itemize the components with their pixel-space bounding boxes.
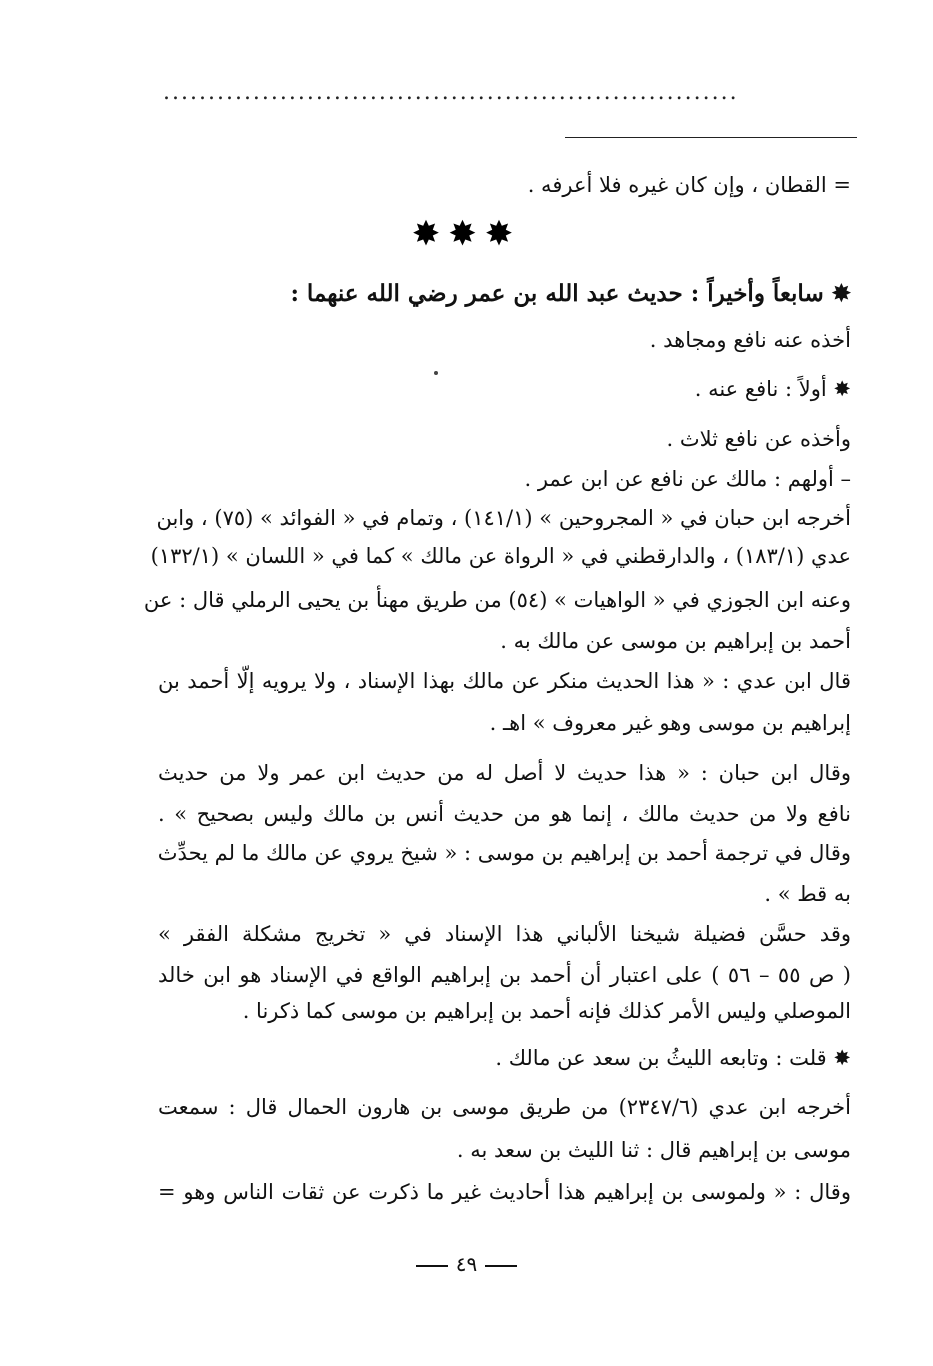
text-line-20: الموصلي وليس الأمر كذلك فإنه أحمد بن إبراهيم بن موسى كما ذكرنا . bbox=[242, 999, 851, 1023]
subheading-nafi: ✸ أولاً : نافع عنه . bbox=[694, 377, 851, 401]
text-line-19: ( ص ٥٥ – ٥٦ ) على اعتبار أن أحمد بن إبراهيم الواقع في الإسناد هو ابن خالد bbox=[158, 963, 851, 987]
text-line-15: نافع ولا من حديث مالك ، إنما هو من حديث أنس بن مالك وليس بصحيح » . bbox=[158, 802, 851, 826]
subheading-layth: ✸ قلت : وتابعه الليثُ بن سعد عن مالك . bbox=[495, 1046, 851, 1070]
text-line-22: أخرجه ابن عدي (٢٣٤٧/٦) من طريق موسى بن هارون الحمال قال : سمعت bbox=[158, 1095, 851, 1119]
text-line-24: وقال : « ولموسى بن إبراهيم هذا أحاديث غير ما ذكرت عن ثقات الناس وهو = bbox=[158, 1180, 851, 1204]
page-number-value: ٤٩ bbox=[455, 1252, 478, 1276]
text-line-11: أحمد بن إبراهيم بن موسى عن مالك به . bbox=[500, 629, 851, 653]
section-heading: ✸ سابعاً وأخيراً : حديث عبد الله بن عمر رضي الله عنهما : bbox=[290, 280, 851, 307]
header-dotted-line: ................................................................ bbox=[163, 82, 739, 104]
text-line-4: أخذه عنه نافع ومجاهد . bbox=[649, 328, 851, 352]
text-line-12: قال ابن عدي : « هذا الحديث منكر عن مالك بهذا الإسناد ، ولا يرويه إلّا أحمد بن bbox=[158, 669, 851, 693]
dash-left bbox=[416, 1265, 448, 1267]
text-line-17: به قط » . bbox=[764, 882, 851, 906]
scan-speck bbox=[434, 371, 438, 375]
text-line-8: أخرجه ابن حبان في « المجروحين » (١٤١/١) ، وتمام في « الفوائد » (٧٥) ، وابن bbox=[156, 506, 851, 530]
text-line-13: إبراهيم بن موسى وهو غير معروف » اهـ . bbox=[489, 711, 851, 735]
text-line-1: = القطان ، وإن كان غيره فلا أعرفه . bbox=[527, 173, 851, 197]
text-line-14: وقال ابن حبان : « هذا حديث لا أصل له من حديث ابن عمر ولا من حديث bbox=[158, 761, 851, 785]
text-line-16: وقال في ترجمة أحمد بن إبراهيم بن موسى : « شيخ يروي عن مالك ما لم يحدِّث bbox=[157, 841, 851, 865]
text-line-6: وأخذه عن نافع ثلاث . bbox=[666, 427, 851, 451]
footnote-separator-rule bbox=[565, 137, 857, 138]
section-divider-stars: ✸✸✸ bbox=[411, 214, 522, 254]
page-number bbox=[0, 1252, 933, 1276]
text-line-18: وقد حسَّن فضيلة شيخنا الألباني هذا الإسناد في « تخريج مشكلة الفقر » bbox=[158, 922, 851, 946]
text-line-23: موسى بن إبراهيم قال : ثنا الليث بن سعد به . bbox=[456, 1138, 851, 1162]
dash-right bbox=[485, 1265, 517, 1267]
text-line-7: – أولهم : مالك عن نافع عن ابن عمر . bbox=[524, 467, 851, 491]
text-line-9: عدي (١٨٣/١) ، والدارقطني في « الرواة عن مالك » كما في « اللسان » (١٣٢/١) bbox=[150, 544, 851, 568]
text-line-10: وعنه ابن الجوزي في « الواهيات » (٥٤) من طريق مهنأ بن يحيى الرملي قال : عن bbox=[143, 588, 851, 612]
